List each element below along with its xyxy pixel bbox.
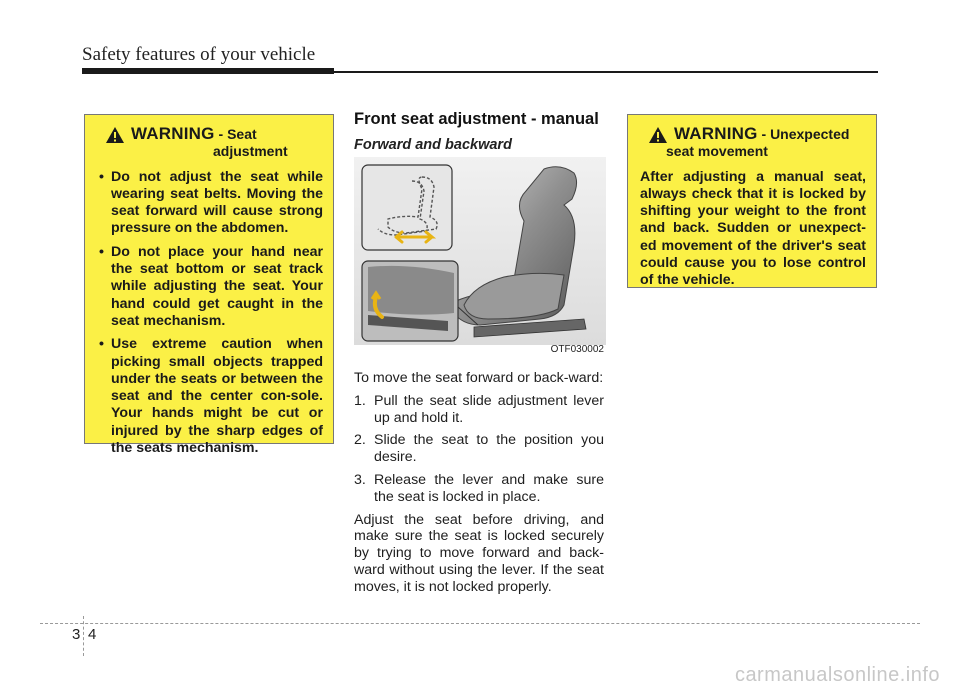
section-title: Front seat adjustment - manual bbox=[354, 110, 599, 128]
step-text: Pull the seat slide adjustment lever up and hold it. bbox=[374, 392, 604, 426]
chapter-number: 3 bbox=[72, 626, 81, 643]
warning-text: After adjusting a manual seat, always check that it is locked by shifting your weight to the front and back. Sudden or unexpect-ed movement of the driver's seat could cause you to lose control of the vehicle. bbox=[640, 168, 866, 289]
figure-code: OTF030002 bbox=[550, 344, 604, 355]
warning-label: WARNING bbox=[131, 124, 215, 143]
warning-list-item: • Do not adjust the seat while wearing seat belts. Moving the seat forward will cause strong pressure on the abdomen. bbox=[97, 169, 323, 238]
section-body bbox=[354, 370, 604, 602]
step-number: 1. bbox=[354, 392, 366, 409]
warning-list bbox=[97, 169, 323, 458]
warning-heading bbox=[648, 125, 866, 144]
warning-list-item: • Do not place your hand near the seat bottom or seat track while adjusting the seat. Your hand could get caught in the seat mechanism. bbox=[97, 244, 323, 330]
warning-box-unexpected-seat-movement bbox=[627, 114, 877, 288]
warning-label: WARNING bbox=[674, 124, 758, 143]
step-item bbox=[354, 432, 604, 466]
intro-text: To move the seat forward or back-ward: bbox=[354, 370, 604, 386]
footer-rule bbox=[40, 623, 920, 624]
warning-subtitle-1: - Seat bbox=[218, 126, 257, 142]
warning-subtitle-2: seat movement bbox=[666, 143, 768, 160]
step-item bbox=[354, 393, 604, 427]
subsection-title: Forward and backward bbox=[354, 137, 512, 153]
page-divider bbox=[83, 616, 84, 656]
step-number: 2. bbox=[354, 432, 366, 449]
watermark: carmanualsonline.info bbox=[734, 664, 940, 686]
header-rule-thin bbox=[82, 71, 878, 73]
seat-figure bbox=[354, 157, 606, 355]
warning-subtitle-2: adjustment bbox=[213, 143, 288, 160]
step-number: 3. bbox=[354, 471, 366, 488]
seat-illustration bbox=[354, 157, 606, 355]
warning-box-seat-adjustment bbox=[84, 114, 334, 457]
warning-subtitle-1: - Unexpected bbox=[761, 126, 850, 142]
warning-heading bbox=[105, 125, 323, 144]
closing-text: Adjust the seat before driving, and make sure the seat is locked securely by trying to move forward and back-ward without using the lever. If the seat moves, it is not locked properly. bbox=[354, 511, 604, 595]
warning-triangle-icon bbox=[648, 126, 668, 144]
step-item bbox=[354, 472, 604, 506]
warning-list-item: • Use extreme caution when picking small objects trapped under the seats or between the seat and the center con-sole. Your hands might be cut or injured by the sharp edges of the seats mechanism. bbox=[97, 336, 323, 457]
warning-triangle-icon bbox=[105, 126, 125, 144]
steps-list bbox=[354, 393, 604, 506]
step-text: Slide the seat to the position you desire. bbox=[374, 432, 604, 466]
header-title: Safety features of your vehicle bbox=[82, 44, 316, 65]
page-number: 4 bbox=[88, 626, 97, 643]
step-text: Release the lever and make sure the seat is locked in place. bbox=[374, 471, 604, 505]
